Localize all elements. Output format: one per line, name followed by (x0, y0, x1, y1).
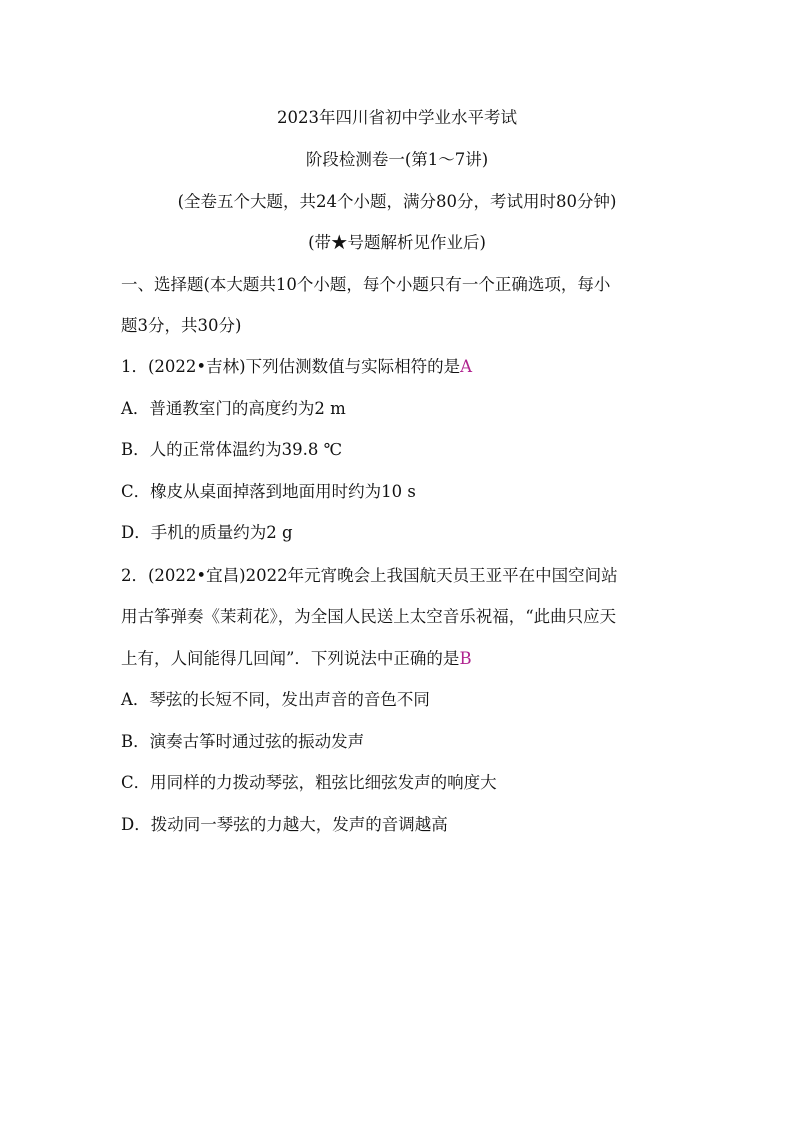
question-2-stem-line1: 2．(2022•宜昌)2022年元宵晚会上我国航天员王亚平在中国空间站 (121, 566, 618, 585)
exam-subtitle: 阶段检测卷一(第1～7讲) (305, 150, 489, 169)
question-2-answer: B (459, 649, 472, 668)
question-2-option-d: D．拨动同一琴弦的力越大，发声的音调越高 (121, 815, 448, 834)
question-1-stem-text: 1．(2022•吉林)下列估测数值与实际相符的是 (121, 357, 461, 376)
question-1-answer: A (460, 357, 473, 376)
question-2-option-b: B．演奏古筝时通过弦的振动发声 (121, 732, 365, 751)
question-2-stem-line3 (121, 649, 681, 669)
section-heading-line2: 题3分，共30分) (121, 316, 242, 335)
question-1-stem (121, 357, 681, 377)
exam-remark: (带★号题解析见作业后) (308, 233, 486, 252)
exam-title: 2023年四川省初中学业水平考试 (277, 108, 517, 127)
question-1-option-a: A．普通教室门的高度约为2 m (121, 399, 346, 418)
question-2-stem-text: 上有，人间能得几回闻”．下列说法中正确的是 (121, 649, 460, 668)
question-1-option-c: C．橡皮从桌面掉落到地面用时约为10 s (121, 482, 416, 501)
question-1-option-b: B．人的正常体温约为39.8 ℃ (121, 440, 343, 459)
question-2-option-c: C．用同样的力拨动琴弦，粗弦比细弦发声的响度大 (121, 773, 497, 792)
question-1-option-d: D．手机的质量约为2 g (121, 523, 293, 542)
section-heading-line1: 一、选择题(本大题共10个小题，每个小题只有一个正确选项，每小 (121, 275, 611, 294)
question-2-stem-line2: 用古筝弹奏《茉莉花》，为全国人民送上太空音乐祝福，“此曲只应天 (121, 607, 617, 626)
exam-note: (全卷五个大题，共24个小题，满分80分，考试用时80分钟) (177, 192, 617, 211)
question-2-option-a: A．琴弦的长短不同，发出声音的音色不同 (121, 690, 430, 709)
